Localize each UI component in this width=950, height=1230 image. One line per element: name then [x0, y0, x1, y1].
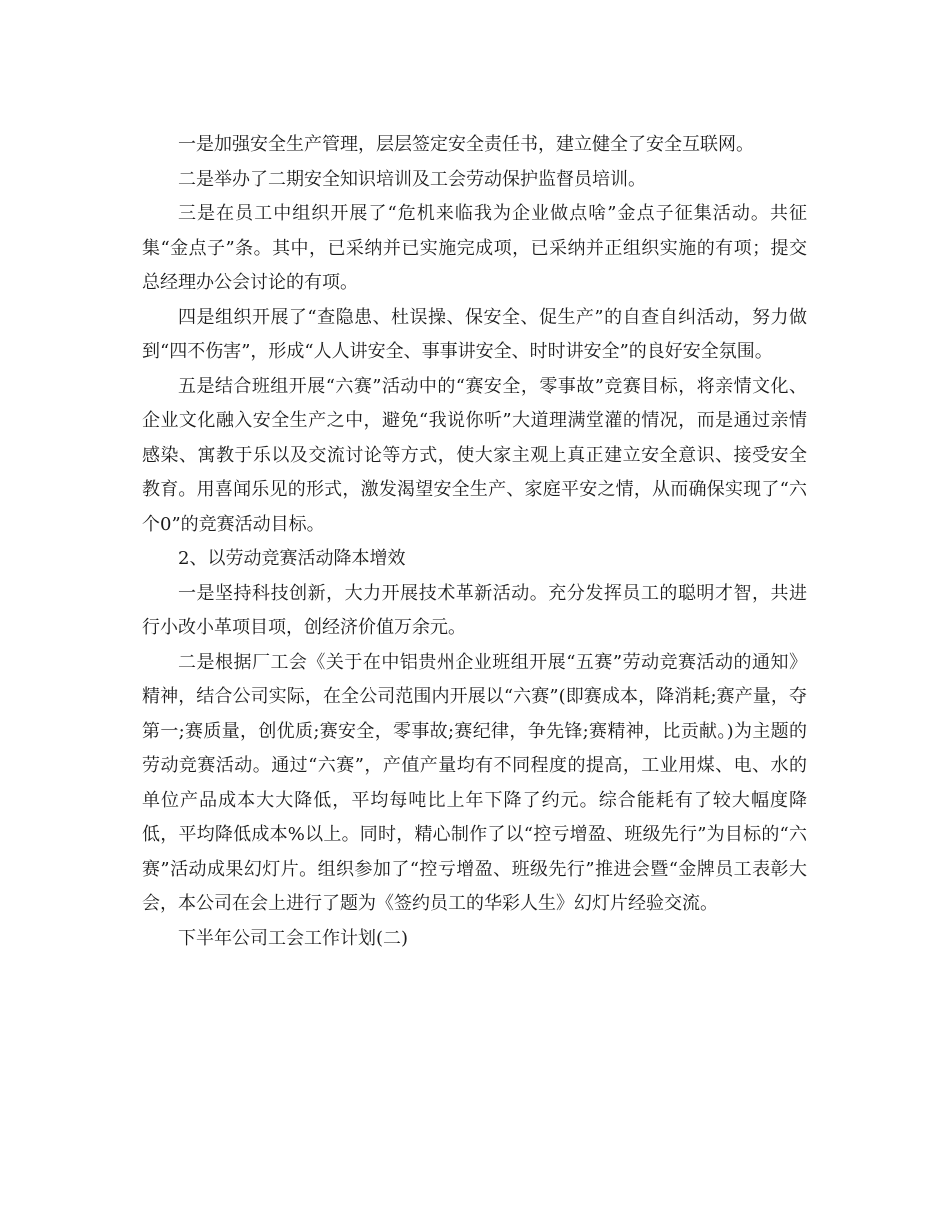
paragraph-tech-innovation: 一是坚持科技创新，大力开展技术革新活动。充分发挥员工的聪明才智，共进行小改小革项目项，创经济价值万余元。 — [142, 582, 807, 638]
paragraph-self-inspection: 四是组织开展了“查隐患、杜误操、保安全、促生产”的自查自纠活动，努力做到“四不伤害”，形成“人人讲安全、事事讲安全、时时讲安全”的良好安全氛围。 — [142, 306, 807, 362]
section-heading-labor-competition: 2、以劳动竞赛活动降本增效 — [178, 548, 406, 569]
paragraph-golden-ideas: 三是在员工中组织开展了“危机来临我为企业做点啥”金点子征集活动。共征集“金点子”条。其中，已采纳并已实施完成项，已采纳并正组织实施的有项；提交总经理办公会讨论的有项。 — [142, 203, 807, 293]
paragraph-safety-training: 二是举办了二期安全知识培训及工会劳动保护监督员培训。 — [178, 168, 646, 190]
paragraph-six-competitions-results: 二是根据厂工会《关于在中铝贵州企业班组开展“五赛”劳动竞赛活动的通知》精神，结合公司实际，在全公司范围内开展以“六赛”(即赛成本，降消耗;赛产量，夺第一;赛质量，创优质;赛安全，零事故;赛纪律，争先锋;赛精神，比贡献。)为主题的劳动竞赛活动。通过“六赛”，产值产量均有不同程度的提高，工业用煤、电、水的单位产品成本大大降低，平均每吨比上年下降了约元。综合能耗有了较大幅度降低，平均降低成本%以上。同时，精心制作了以“控亏增盈、班级先行”为目标的“六赛”活动成果幻灯片。组织参加了“控亏增盈、班级先行”推进会暨“金牌员工表彰大会，本公司在会上进行了题为《签约员工的华彩人生》幻灯片经验交流。 — [142, 651, 807, 914]
paragraph-six-competitions-safety: 五是结合班组开展“六赛”活动中的“赛安全，零事故”竞赛目标，将亲情文化、企业文化融入安全生产之中，避免“我说你听”大道理满堂灌的情况，而是通过亲情感染、寓教于乐以及交流讨论等方式，使大家主观上真正建立安全意识、接受安全教育。用喜闻乐见的形式，激发渴望安全生产、家庭平安之情，从而确保实现了“六个0”的竞赛活动目标。 — [142, 375, 807, 535]
paragraph-safety-management: 一是加强安全生产管理，层层签定安全责任书，建立健全了安全互联网。 — [178, 134, 754, 155]
document-body — [142, 128, 807, 956]
section-heading-work-plan: 下半年公司工会工作计划(二) — [178, 927, 409, 949]
